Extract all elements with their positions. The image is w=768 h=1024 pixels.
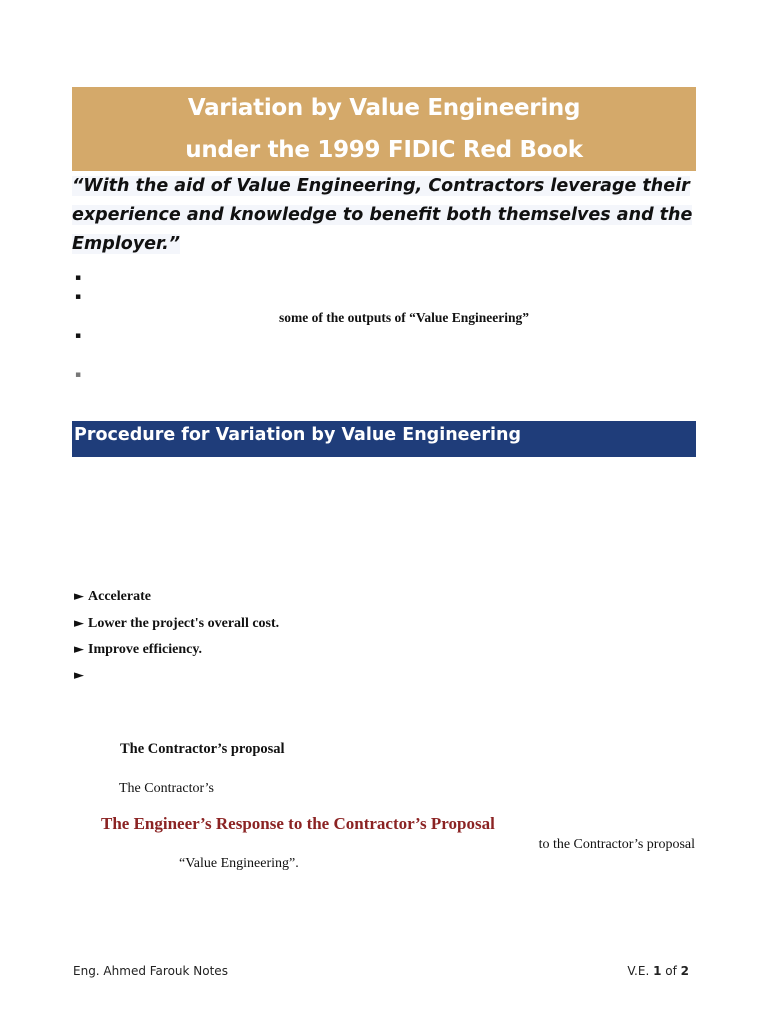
footer-current-page: 1: [653, 964, 662, 978]
title-line-2: under the 1999 FIDIC Red Book: [185, 137, 583, 163]
arrow-list-item: [74, 642, 202, 658]
square-bullet: ▪: [75, 331, 82, 341]
engineer-text-right: to the Contractor’s proposal: [538, 837, 695, 852]
footer-of: of: [661, 964, 681, 978]
footer-prefix: V.E.: [627, 964, 654, 978]
arrow-list-item: [74, 616, 279, 632]
section-heading: Procedure for Variation by Value Engineering: [74, 425, 522, 445]
footer-total-pages: 2: [680, 964, 689, 978]
quote-line-2: experience and knowledge to benefit both themselves and the: [72, 205, 693, 225]
footer-author: Eng. Ahmed Farouk Notes: [73, 964, 228, 978]
square-bullet: ▪: [75, 370, 82, 380]
footer-page-number: [627, 964, 689, 978]
outputs-note: some of the outputs of “Value Engineering”: [279, 310, 530, 325]
contractor-text: The Contractor’s: [119, 781, 214, 796]
arrow-bullet-icon: ►: [74, 589, 84, 604]
quote-line-3: Employer.”: [72, 234, 181, 254]
engineer-response-heading: The Engineer’s Response to the Contractor’s Proposal: [101, 814, 495, 833]
square-bullet: ▪: [75, 292, 82, 302]
arrow-list-item: [74, 589, 151, 605]
square-bullet: ▪: [75, 273, 82, 283]
arrow-list-item: [74, 668, 88, 684]
arrow-bullet-icon: ►: [74, 668, 84, 683]
contractor-proposal-heading: The Contractor’s proposal: [120, 741, 285, 757]
arrow-bullet-icon: ►: [74, 616, 84, 631]
title-line-1: Variation by Value Engineering: [187, 95, 581, 121]
arrow-bullet-icon: ►: [74, 642, 84, 657]
arrow-list-text: Improve efficiency.: [88, 642, 203, 657]
section-heading-bar: [72, 421, 696, 457]
arrow-list-text: Accelerate: [88, 589, 151, 604]
quote-block: [72, 172, 696, 259]
title-banner: [72, 87, 696, 171]
arrow-list-text: Lower the project's overall cost.: [88, 616, 280, 631]
quote-line-1: “With the aid of Value Engineering, Contractors leverage their: [72, 176, 690, 196]
engineer-text-quote: “Value Engineering”.: [179, 856, 299, 871]
